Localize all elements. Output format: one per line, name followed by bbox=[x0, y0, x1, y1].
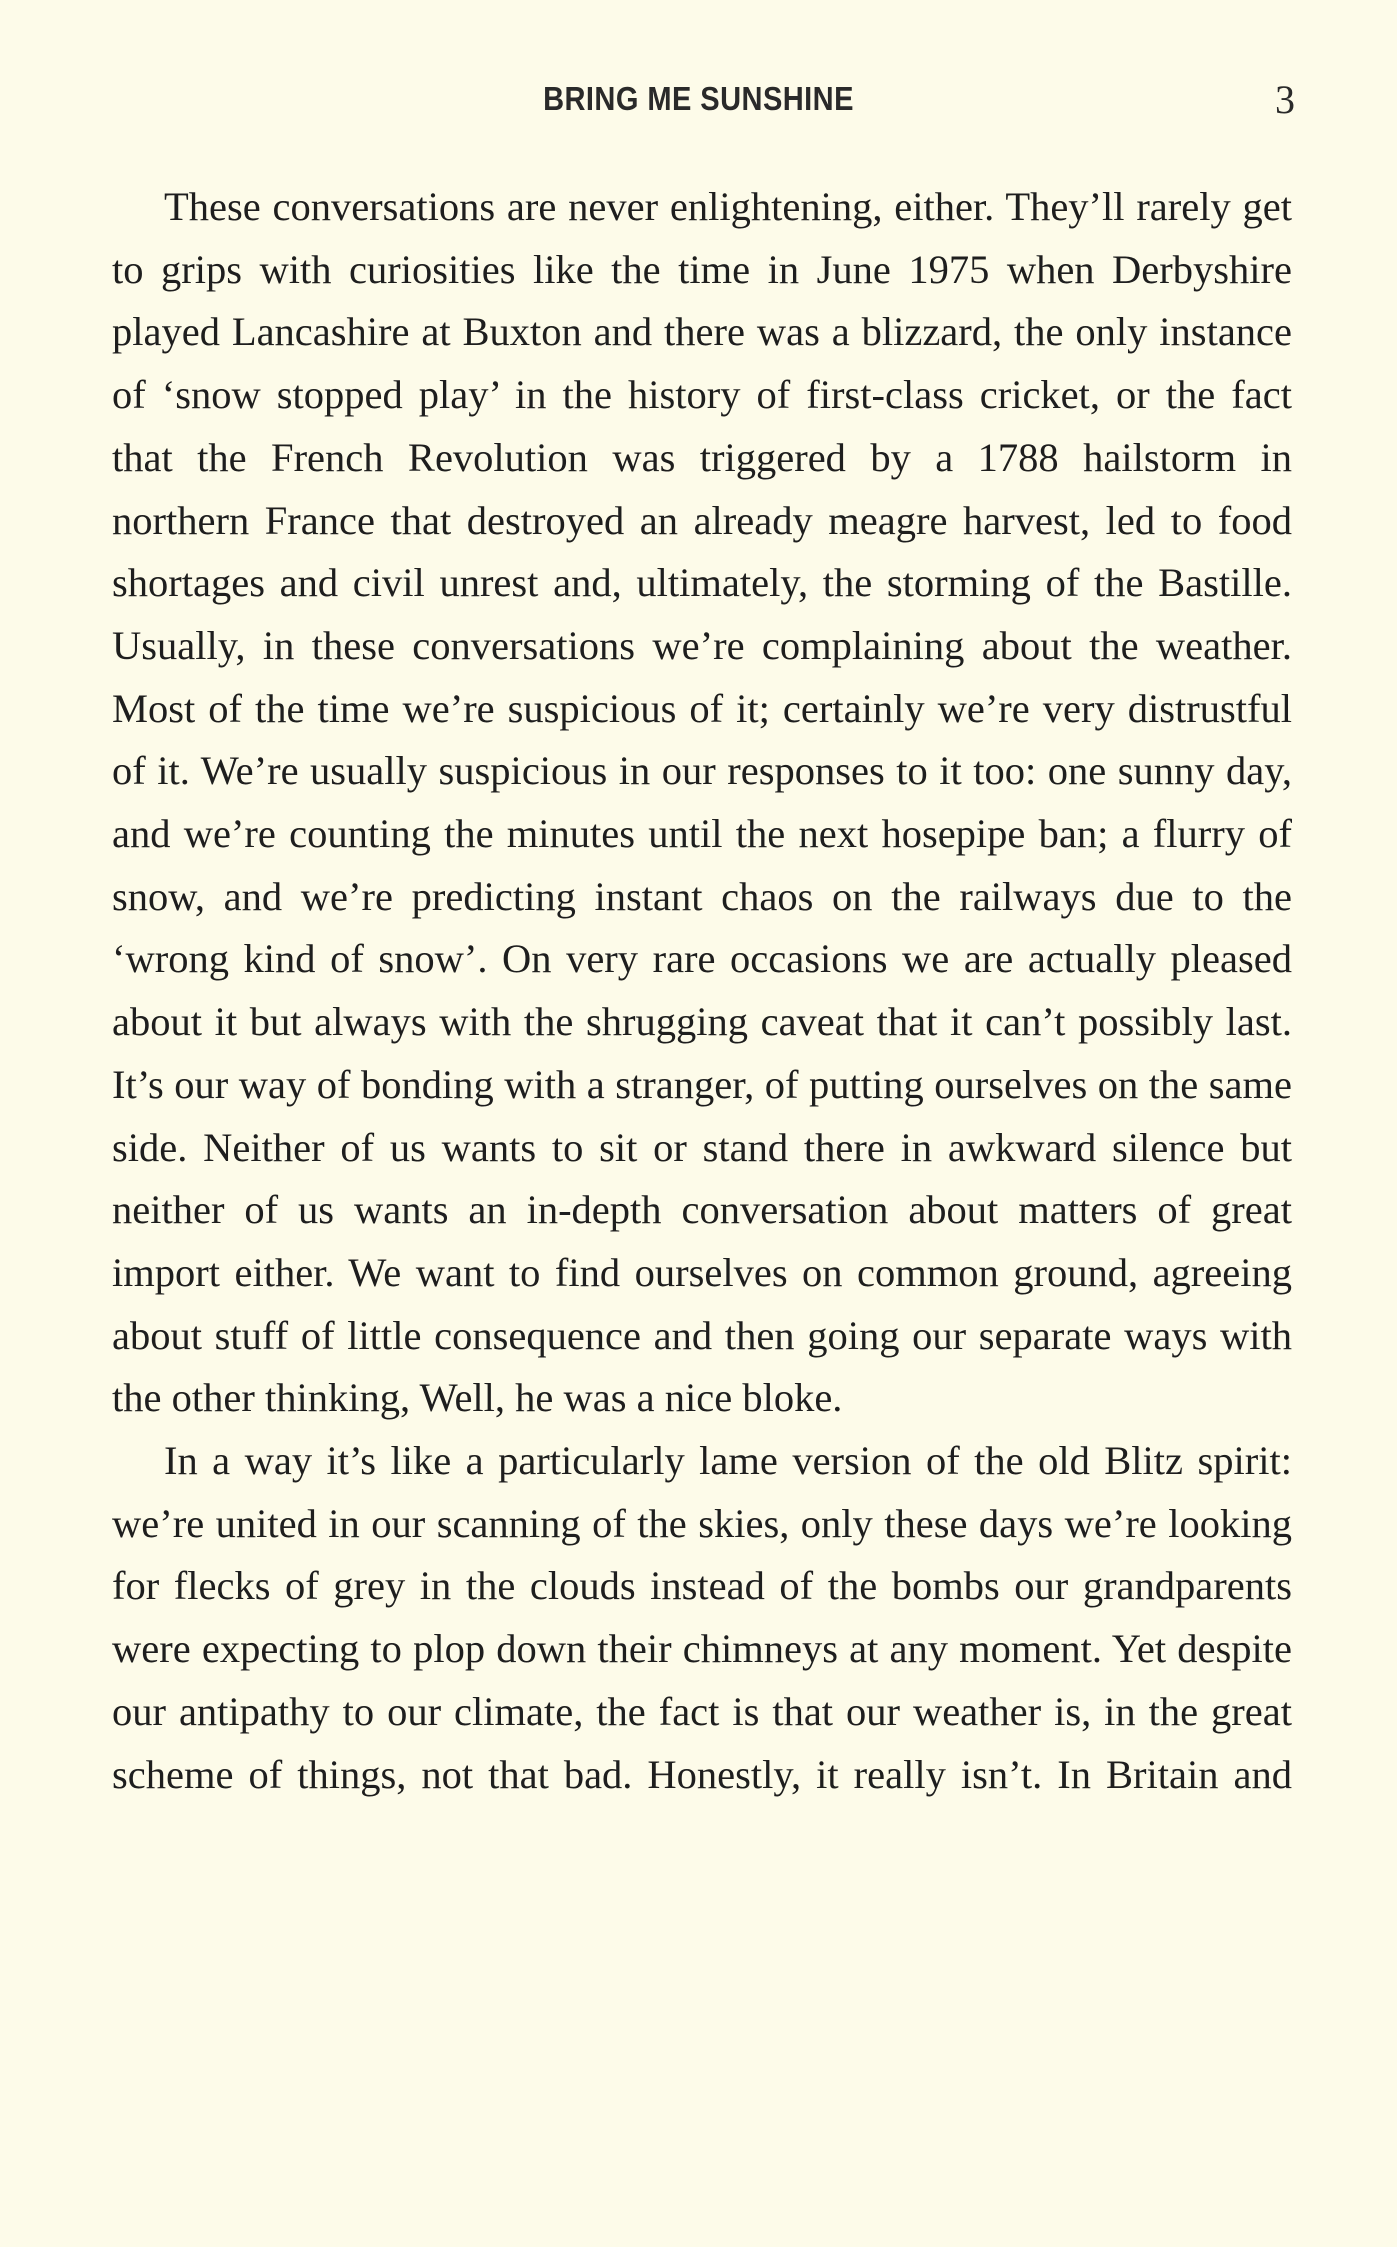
paragraph-1: These conversations are never enlightening, either. They’ll rarely get to grips with curiosities like the time in June 1975 when Derbyshire played Lancashire at Buxton and there was a blizzard, the only instance of ‘snow stopped play’ in the history of first-class cricket, or the fact that the French Revolution was triggered by a 1788 hailstorm in northern France that destroyed an already meagre harvest, led to food shortages and civil unrest and, ultimately, the storming of the Bastille. Usually, in these conversations we’re complaining about the weather. Most of the time we’re suspicious of it; certainly we’re very distrustful of it. We’re usually suspicious in our responses to it too: one sunny day, and we’re counting the minutes until the next hosepipe ban; a flurry of snow, and we’re predicting instant chaos on the railways due to the ‘wrong kind of snow’. On very rare occasions we are actually pleased about it but always with the shrugging caveat that it can’t possibly last. It’s our way of bonding with a stranger, of putting ourselves on the same side. Neither of us wants to sit or stand there in awkward silence but neither of us wants an in-depth conversation about matters of great import either. We want to find ourselves on common ground, agreeing about stuff of little consequence and then going our separate ways with the other thinking, Well, he was a nice bloke. bbox=[112, 184, 1292, 1421]
paragraph-2: In a way it’s like a particularly lame version of the old Blitz spirit: we’re united in our scanning of the skies, only these days we’re looking for flecks of grey in the clouds instead of the bombs our grandparents were expecting to plop down their chimneys at any moment. Yet despite our antipathy to our climate, the fact is that our weather is, in the great scheme of things, not that bad. Honestly, it really isn’t. In Britain and bbox=[112, 1438, 1292, 1797]
body-text bbox=[112, 176, 1292, 1806]
running-title: BRING ME SUNSHINE bbox=[543, 80, 854, 117]
running-head bbox=[0, 77, 1397, 130]
page-number: 3 bbox=[1275, 77, 1295, 122]
